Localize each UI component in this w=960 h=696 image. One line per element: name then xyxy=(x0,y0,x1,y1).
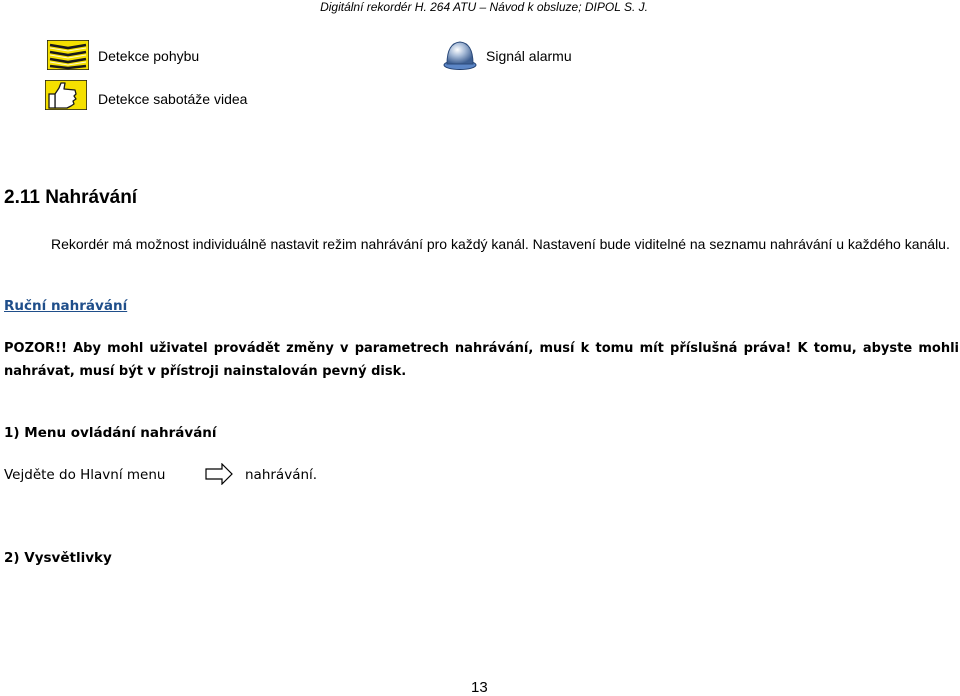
video-tamper-icon xyxy=(45,80,87,110)
menu-heading: 1) Menu ovládání nahrávání xyxy=(4,425,217,441)
document-header xyxy=(0,0,960,14)
legend-label-tamper: Detekce sabotáže videa xyxy=(98,91,248,107)
intro-paragraph xyxy=(4,233,959,257)
menu-path-end: nahrávání. xyxy=(245,467,318,483)
page-number: 13 xyxy=(471,679,488,696)
alarm-dome-icon xyxy=(443,38,477,70)
section-heading xyxy=(4,187,137,209)
warning-paragraph: POZOR!! Aby mohl uživatel provádět změny v parametrech nahrávání, musí k tomu mít příslušná práva! K tomu, abyste mohli nahrávat, musí být v přístroji nainstalován pevný disk. xyxy=(4,341,959,379)
manual-recording-heading: Ruční nahrávání xyxy=(4,298,128,314)
right-arrow-icon xyxy=(205,463,233,485)
legend-label-motion: Detekce pohybu xyxy=(98,48,200,64)
explanations-heading: 2) Vysvětlivky xyxy=(4,550,112,566)
legend-label-alarm: Signál alarmu xyxy=(486,48,572,64)
section-title: 2.11 Nahrávání xyxy=(4,187,138,208)
header-text: Digitální rekordér H. 264 ATU – Návod k obsluze; DIPOL S. J. xyxy=(320,0,648,14)
motion-detection-icon xyxy=(47,40,89,70)
intro-text-b: Nastavení bude viditelné na seznamu nahrávání u každého kanálu. xyxy=(528,236,950,252)
intro-text-a: Rekordér má možnost individuálně nastavit režim nahrávání pro každý kanál. xyxy=(51,236,529,252)
menu-path-start: Vejděte do Hlavní menu xyxy=(4,467,166,483)
